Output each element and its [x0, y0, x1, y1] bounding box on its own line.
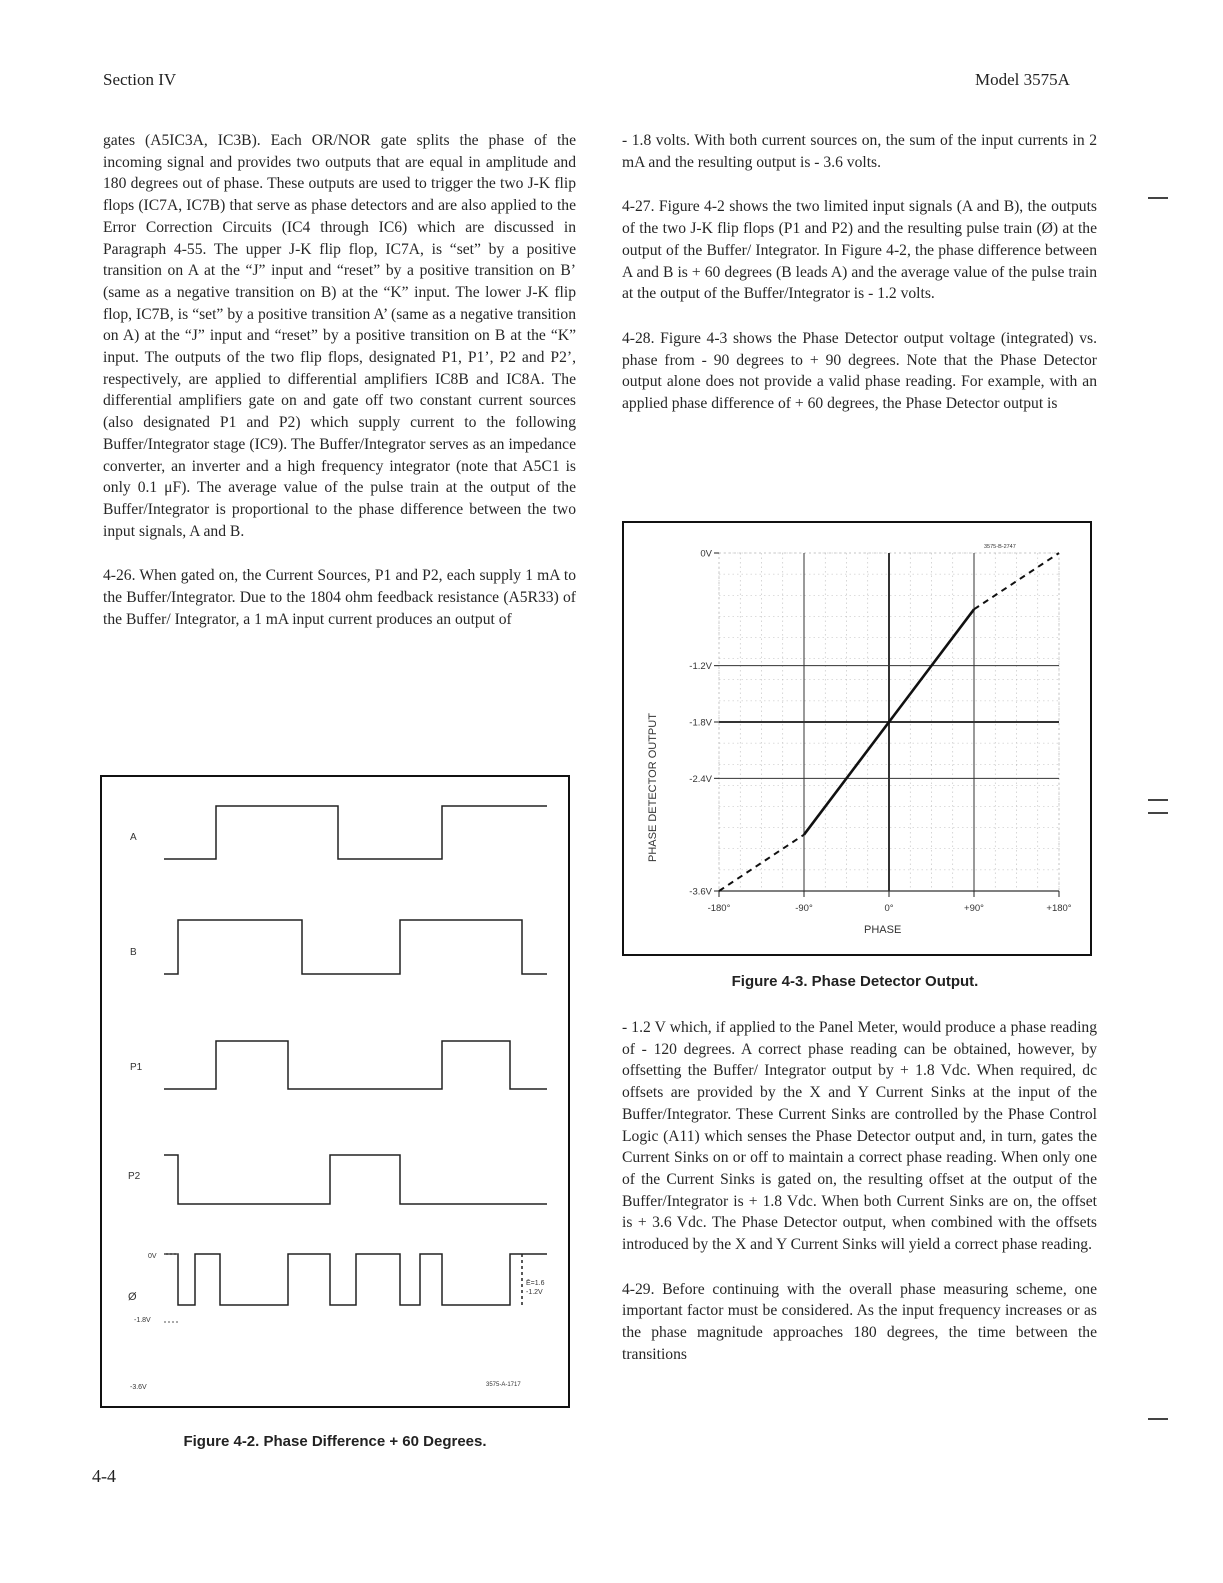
paragraph-4-29: 4-29. Before continuing with the overall phase measuring scheme, one important factor must be considered. As the input frequency increases or as the phase magnitude approaches 180 degrees, the time between the transitions — [622, 1280, 1097, 1363]
trace-label-b: B — [130, 947, 137, 958]
waveform-diagram — [102, 777, 568, 1406]
y-tick-label: 0V — [700, 548, 712, 560]
paragraph-gates: gates (A5IC3A, IC3B). Each OR/NOR gate splits the phase of the incoming signal and provides two outputs that are equal in amplitude and 180 degrees out of phase. These outputs are used to trigger the two J-K flip flops (IC7A, IC7B) that serve as phase detectors and are also applied to the Error Correction Circuits (IC4 through IC6) which are discussed in Paragraph 4-55. The upper J-K flip flop, IC7A, is “set” by a positive transition on A at the “J” input and “reset” by a positive transition on B’ (same as a negative transition on B) at the “K” input. The lower J-K flip flop, IC7B, is “set” by a positive transition A’ (same as a negative transition on A) at the “J” input and “reset” by a positive transition on B at the “K” input. The outputs of the two flip flops, designated P1, P1’, P2 and P2’, respectively, are applied to differential amplifiers IC8B and IC8A. The differential amplifiers gate on and gate off two constant current sources (also designated P1 and P2) which supply current to the following Buffer/Integrator stage (IC9). The Buffer/Integrator serves as an impedance converter, an inverter and a high frequency integrator (note that A5C1 is only 0.1 μF). The average value of the pulse train at the output of the Buffer/Integrator is proportional to the phase difference between the two input signals, A and B. — [103, 132, 576, 540]
paragraph-continued: - 1.8 volts. With both current sources on, the sum of the input currents in 2 mA and the resulting output is - 3.6 volts. — [622, 132, 1097, 171]
trace-label-p1: P1 — [130, 1062, 143, 1073]
y-tick-label: -1.8V — [689, 717, 712, 729]
left-column — [103, 130, 576, 653]
trace-label-phi: Ø — [128, 1291, 137, 1303]
y-tick-label: -2.4V — [689, 773, 712, 785]
figure-4-3-caption: Figure 4-3. Phase Detector Output. — [731, 973, 979, 990]
margin-mark — [1148, 799, 1168, 801]
trace-p1 — [164, 1041, 547, 1089]
trace-a — [164, 806, 547, 859]
figure-4-3 — [622, 521, 1092, 956]
margin-mark — [1148, 1418, 1168, 1420]
x-tick-label: +90° — [964, 903, 984, 914]
paragraph-4-26: 4-26. When gated on, the Current Sources, P1 and P2, each supply 1 mA to the Buffer/Integrator. Due to the 1804 ohm feedback resistance (A5R33) of the Buffer/ Integrator, a 1 mA input current produces an output of — [103, 567, 576, 628]
trace-phi — [164, 1254, 522, 1305]
trace-p2 — [164, 1155, 547, 1204]
trace-label-a: A — [130, 832, 137, 843]
figure-4-3-note: 3575-B-2747 — [984, 544, 1016, 550]
model-header: Model 3575A — [975, 70, 1070, 89]
x-axis-label: PHASE — [864, 924, 902, 936]
x-tick-label: -180° — [707, 903, 731, 914]
y-tick-label: -1.2V — [689, 661, 712, 673]
level-label-3-6v: -3.6V — [130, 1384, 147, 1391]
level-label-0v: 0V — [148, 1253, 157, 1260]
figure-4-2-caption: Figure 4-2. Phase Difference + 60 Degrees. — [183, 1433, 487, 1450]
x-tick-label: +180° — [1046, 903, 1072, 914]
page-number: 4-4 — [92, 1466, 116, 1486]
phase-detector-chart — [624, 523, 1090, 954]
figure-4-2 — [100, 775, 570, 1408]
right-column-bottom — [622, 1017, 1097, 1389]
x-tick-label: -90° — [795, 903, 813, 914]
trace-b — [164, 920, 547, 974]
y-tick-label: -3.6V — [689, 886, 712, 898]
x-tick-label: 0° — [884, 903, 894, 914]
figure-4-2-note: 3575-A-1717 — [486, 1382, 521, 1388]
average-value-label: Ē=1.6 -1.2V — [526, 1280, 545, 1296]
paragraph-phase-reading: - 1.2 V which, if applied to the Panel Meter, would produce a phase reading of - 120 degrees. A correct phase reading can be obtained, however, by offsetting the Buffer/ Integrator output by + 1.8 Vdc. When required, dc offsets are provided by the X and Y Current Sinks at the input of the Buffer/Integrator. These Current Sinks are controlled by the Phase Control Logic (A11) which senses the Phase Detector output and, in turn, gates the Current Sinks on or off to maintain a correct phase reading. When only one of the Current Sinks is gated on, the resulting offset at the output of the Buffer/Integrator is + 1.8 Vdc. When both Current Sinks are on, the offset is + 3.6 Vdc. The Phase Detector output, when combined with the offsets introduced by the X and Y Current Sinks will yield a correct phase reading. — [622, 1019, 1097, 1254]
trace-label-p2: P2 — [128, 1171, 141, 1182]
paragraph-4-28: 4-28. Figure 4-3 shows the Phase Detector output voltage (integrated) vs. phase from - 90 degrees to + 90 degrees. Note that the Phase Detector output alone does not provide a valid phase reading. For example, with an applied phase difference of + 60 degrees, the Phase Detector output is — [622, 329, 1097, 413]
margin-mark — [1148, 812, 1168, 814]
level-label-1-8v: -1.8V — [134, 1317, 151, 1324]
y-axis-label: PHASE DETECTOR OUTPUT — [647, 713, 659, 862]
paragraph-4-27: 4-27. Figure 4-2 shows the two limited input signals (A and B), the outputs of the two J-K flip flops (P1 and P2) and the resulting pulse train (Ø) at the output of the Buffer/ Integrator. In Figure 4-2, the phase difference between A and B is + 60 degrees (B leads A) and the average value of the pulse train at the output of the Buffer/Integrator is - 1.2 volts. — [622, 198, 1097, 303]
margin-mark — [1148, 197, 1168, 199]
section-header: Section IV — [103, 70, 177, 89]
right-column-top — [622, 130, 1097, 438]
